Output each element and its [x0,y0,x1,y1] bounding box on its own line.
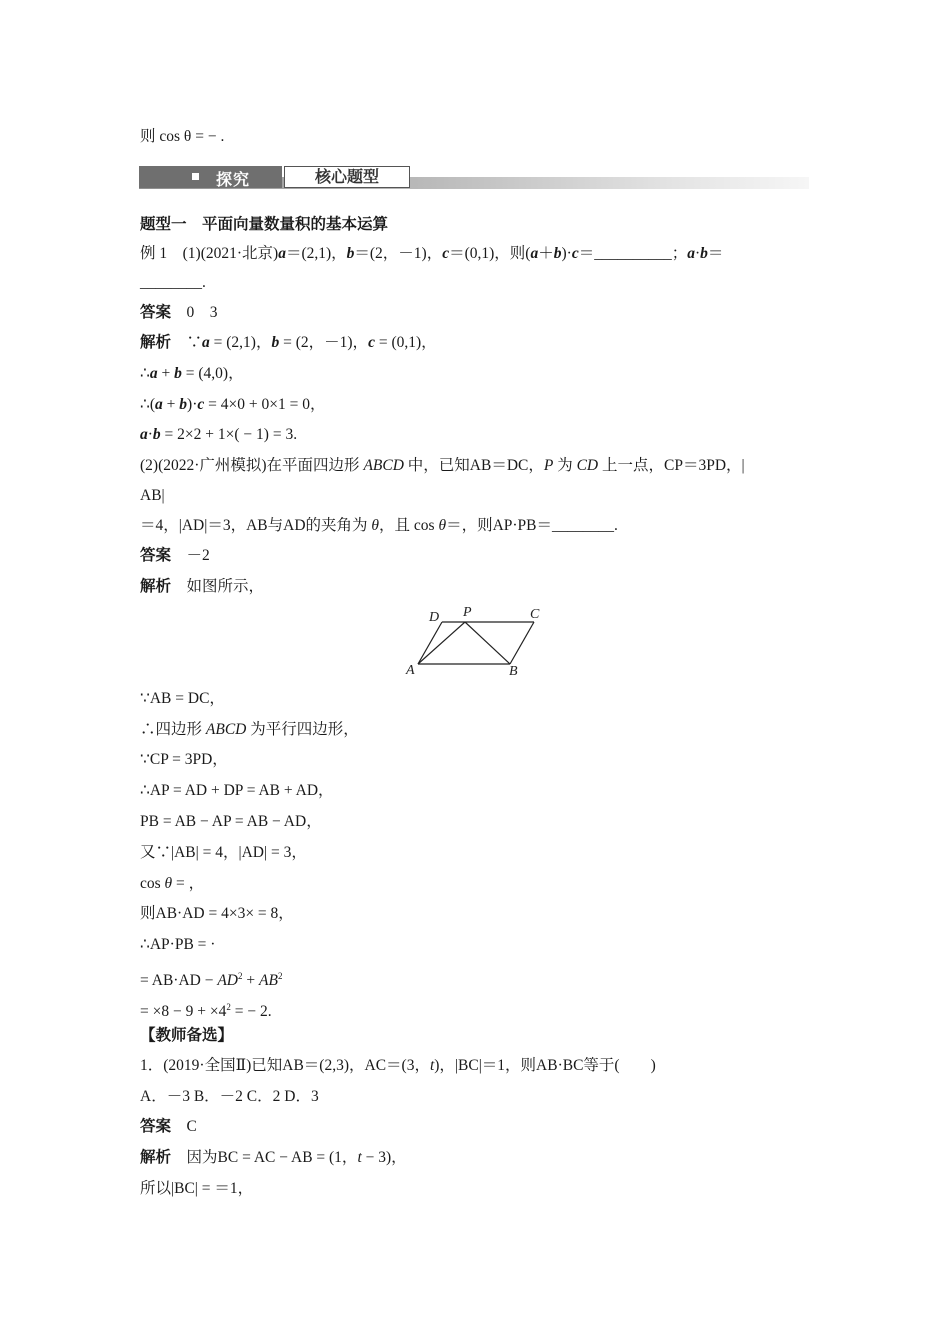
label-c: C [530,607,540,622]
text-line: AB| [140,487,165,504]
analysis-line: 解析 因为BC = AC − AB = (1，t − 3)， [140,1149,407,1166]
parallelogram-figure [402,602,552,678]
banner-left-block [139,166,282,188]
section-heading: 题型一 平面向量数量积的基本运算 [140,216,389,233]
answer-line: 答案 C [140,1118,197,1135]
text-line: PB = AB − AP = AB − AD， [140,813,322,830]
example-1-line: 例 1 (1)(2021·北京)a＝(2,1)，b＝(2，－1)，c＝(0,1)，则(a＋b)·c＝__________；a·b＝ [140,245,724,262]
text-line: 则 cos θ = − . [140,128,225,145]
text-line: ＝4，|AD|＝3，AB与AD的夹角为 θ，且 cos θ＝，则AP·PB＝________. [140,517,618,534]
text-line: ∴AP = AD + DP = AB + AD， [140,782,334,799]
example-1-part2-line: (2)(2022·广州模拟)在平面四边形 ABCD 中，已知AB＝DC，P 为 CD 上一点，CP＝3PD，| [140,457,745,474]
choices-line: A．－3 B．－2 C．2 D．3 [140,1088,319,1105]
question-line: 1．(2019·全国Ⅱ)已知AB＝(2,3)，AC＝(3，t)，|BC|＝1，则AB·BC等于( ) [140,1057,656,1074]
text-line: 所以|BC| = ＝1， [140,1180,254,1197]
section-banner [139,165,809,192]
edge-bc [510,622,534,664]
answer-line: 答案 －2 [140,547,210,564]
banner-right-label: 核心题型 [284,166,410,188]
segment-ap [418,622,465,664]
analysis-line: 解析 如图所示， [140,578,265,595]
label-d: D [429,610,440,625]
banner-left-label: 探究 [216,170,251,189]
text-line: ∴AP·PB = · [140,936,216,953]
text-line: ∵CP = 3PD， [140,751,228,768]
teacher-selection-heading: 【教师备选】 [140,1027,234,1044]
text-line: ∴a + b = (4,0)， [140,365,244,382]
text-line: ∵AB = DC， [140,690,225,707]
text-line: = $\times 8 - 9 + \times 4^2$ = − 2. [140,1002,272,1020]
label-a: A [406,663,415,678]
square-bullet-icon [192,173,199,180]
label-b: B [509,664,518,678]
text-line: 则AB·AD = 4×3× = 8， [140,905,294,922]
analysis-line: 解析 ∵a = (2,1)，b = (2，－1)，c = (0,1)， [140,334,437,351]
text-line: 又∵|AB| = 4，|AD| = 3， [140,844,307,861]
text-line: = $AB\cdot AD - AD^2 + AB^2$ [140,971,283,989]
text-line: ∴(a + b)·c = 4×0 + 0×1 = 0， [140,396,326,413]
text-line: a·b = 2×2 + 1×( − 1) = 3. [140,426,298,443]
text-line: ∴四边形 ABCD 为平行四边形， [140,721,359,738]
label-p: P [463,605,472,620]
text-line: cos θ = ， [140,875,205,892]
edge-ad [418,622,442,664]
segment-pb [465,622,510,664]
answer-line: 答案 0 3 [140,304,218,321]
text-line: ________. [140,274,206,291]
